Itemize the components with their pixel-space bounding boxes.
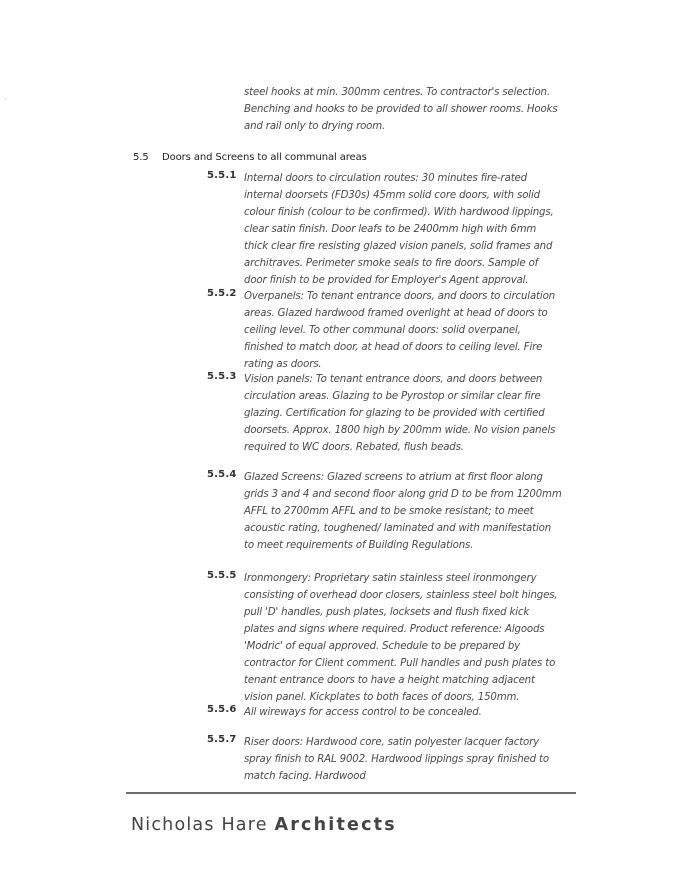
clause-number: 5.5.1 — [207, 170, 237, 181]
clause-text: Overpanels: To tenant entrance doors, and doors to circulation areas. Glazed hardwood framed overlight at head of doors to ceiling level. To other communal doors: solid overpanel, finished to match door, at head of doors to ceiling level. Fire rating as doors. — [244, 291, 555, 370]
clause-text: Ironmongery: Proprietary satin stainless steel ironmongery consisting of overhead door closers, stainless steel bolt hinges, pull 'D' handles, push plates, locksets and flush fixed kick plates and signs where required. Product reference: Algoods 'Modric' of equal approved. Schedule to be prepared by contractor for Client comment. Pull handles and push plates to tenant entrance doors to have a height matching adjacent vision panel. Kickplates to both faces of doors, 150mm. — [244, 573, 558, 703]
footer-rule — [126, 792, 576, 794]
clause-text: All wireways for access control to be concealed. — [244, 707, 482, 718]
continued-paragraph: steel hooks at min. 300mm centres. To contractor's selection. Benching and hooks to be provided to all shower rooms. Hooks and rail only to drying room. — [244, 87, 558, 132]
section-heading — [133, 152, 367, 163]
clause-number: 5.5.4 — [207, 469, 237, 480]
clause-number: 5.5.3 — [207, 371, 237, 382]
clause-text: Riser doors: Hardwood core, satin polyester lacquer factory spray finish to RAL 9002. Hardwood lippings spray finished to match facing. Hardwood — [244, 737, 549, 782]
footer-name: Nicholas Hare — [131, 815, 268, 835]
clause-text: Vision panels: To tenant entrance doors, and doors between circulation areas. Glazing to be Pyrostop or similar clear fire glazing. Certification for glazing to be provided with certified doorsets. Approx. 1800 high by 200mm wide. No vision panels required to WC doors. Rebated, flush beads. — [244, 374, 556, 453]
clause-text: Glazed Screens: Glazed screens to atrium at first floor along grids 3 and 4 and second floor along grid D to be from 1200mm AFFL to 2700mm AFFL and to be smoke resistant; to meet acoustic rating, toughened/ laminated and with manifestation to meet requirements of Building Regulations. — [244, 472, 562, 551]
section-number: 5.5 — [133, 152, 149, 163]
scan-mark: ˄ — [4, 98, 7, 105]
clause-number: 5.5.5 — [207, 570, 237, 581]
section-title: Doors and Screens to all communal areas — [162, 152, 367, 163]
clause-number: 5.5.2 — [207, 288, 237, 299]
clause-number: 5.5.7 — [207, 734, 237, 745]
clause-text: Internal doors to circulation routes: 30 minutes fire-rated internal doorsets (FD30s) 45mm solid core doors, with solid colour finish (colour to be confirmed). With hardwood lippings, clear satin finish. Door leafs to be 2400mm high with 6mm thick clear fire resisting glazed vision panels, solid frames and architraves. Perimeter smoke seals to fire doors. Sample of door finish to be provided for Employer's Agent approval. — [244, 173, 554, 286]
footer-logo — [131, 815, 397, 835]
footer-practice: Architects — [274, 815, 397, 835]
clause-number: 5.5.6 — [207, 704, 237, 715]
